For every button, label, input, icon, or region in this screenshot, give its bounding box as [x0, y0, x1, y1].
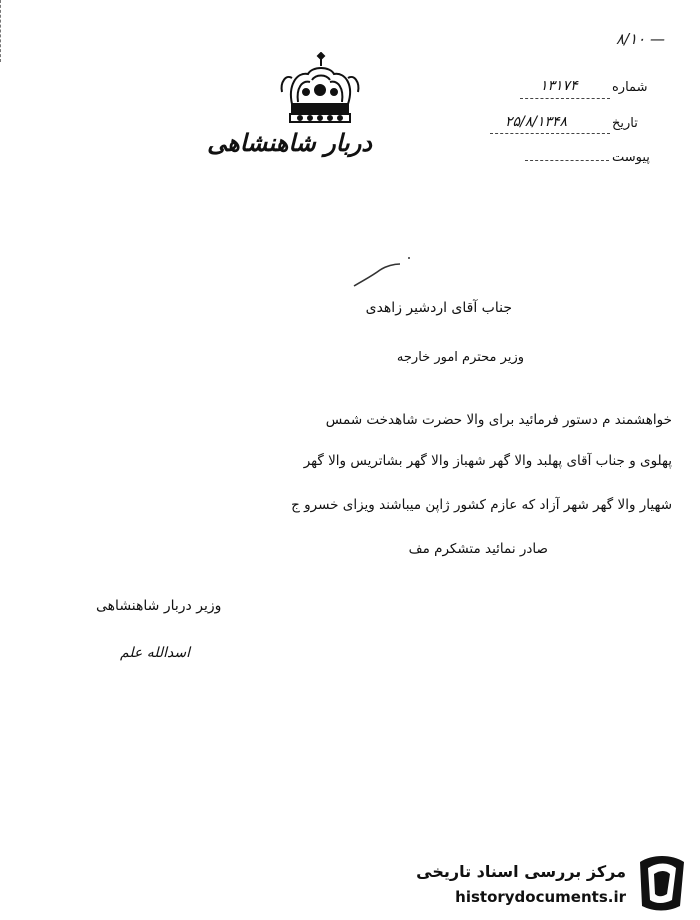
attachment-label: پیوست: [612, 150, 650, 165]
date-underline: [490, 133, 610, 134]
watermark-url: historydocuments.ir: [455, 888, 626, 906]
watermark-title: مرکز بررسی اسناد تاریخی: [416, 862, 626, 881]
paragraph-line-2: پهلوی و جناب آقای پهلبد والا گهر شهباز والا گهر بشاتریس والا گهر: [303, 453, 672, 469]
date-label: تاریخ: [612, 116, 638, 131]
court-title: دربار شاهنشاهی: [207, 128, 372, 157]
handwritten-scribble-icon: [350, 252, 416, 292]
attachment-underline: [525, 160, 609, 161]
paragraph-line-3: شهیار والا گهر شهر آزاد که عازم کشور ژاپن میباشند ویزای خسرو ج: [291, 497, 672, 513]
number-value: ۱۳۱۷۴: [540, 78, 578, 94]
paragraph-line-4: صادر نمائید متشکرم مف: [408, 541, 548, 557]
number-label: شماره: [612, 80, 648, 95]
crown-emblem-icon: [278, 52, 362, 126]
signature-title: وزیر دربار شاهنشاهی: [96, 598, 222, 614]
archive-logo-icon: [632, 852, 690, 914]
margin-dash-mark: [0, 0, 13, 62]
paragraph-line-1: خواهشمند م دستور فرمائید برای والا حضرت شاهدخت شمس: [325, 412, 672, 428]
number-underline: [520, 98, 610, 99]
corner-note: ۸/۱۰ —: [616, 30, 665, 48]
signature-name: اسدالله علم: [120, 645, 191, 661]
position: وزیر محترم امور خارجه: [396, 350, 524, 365]
date-value: ۲۵/۸/۱۳۴۸: [505, 114, 568, 130]
salutation: جناب آقای اردشیر زاهدی: [365, 300, 512, 316]
